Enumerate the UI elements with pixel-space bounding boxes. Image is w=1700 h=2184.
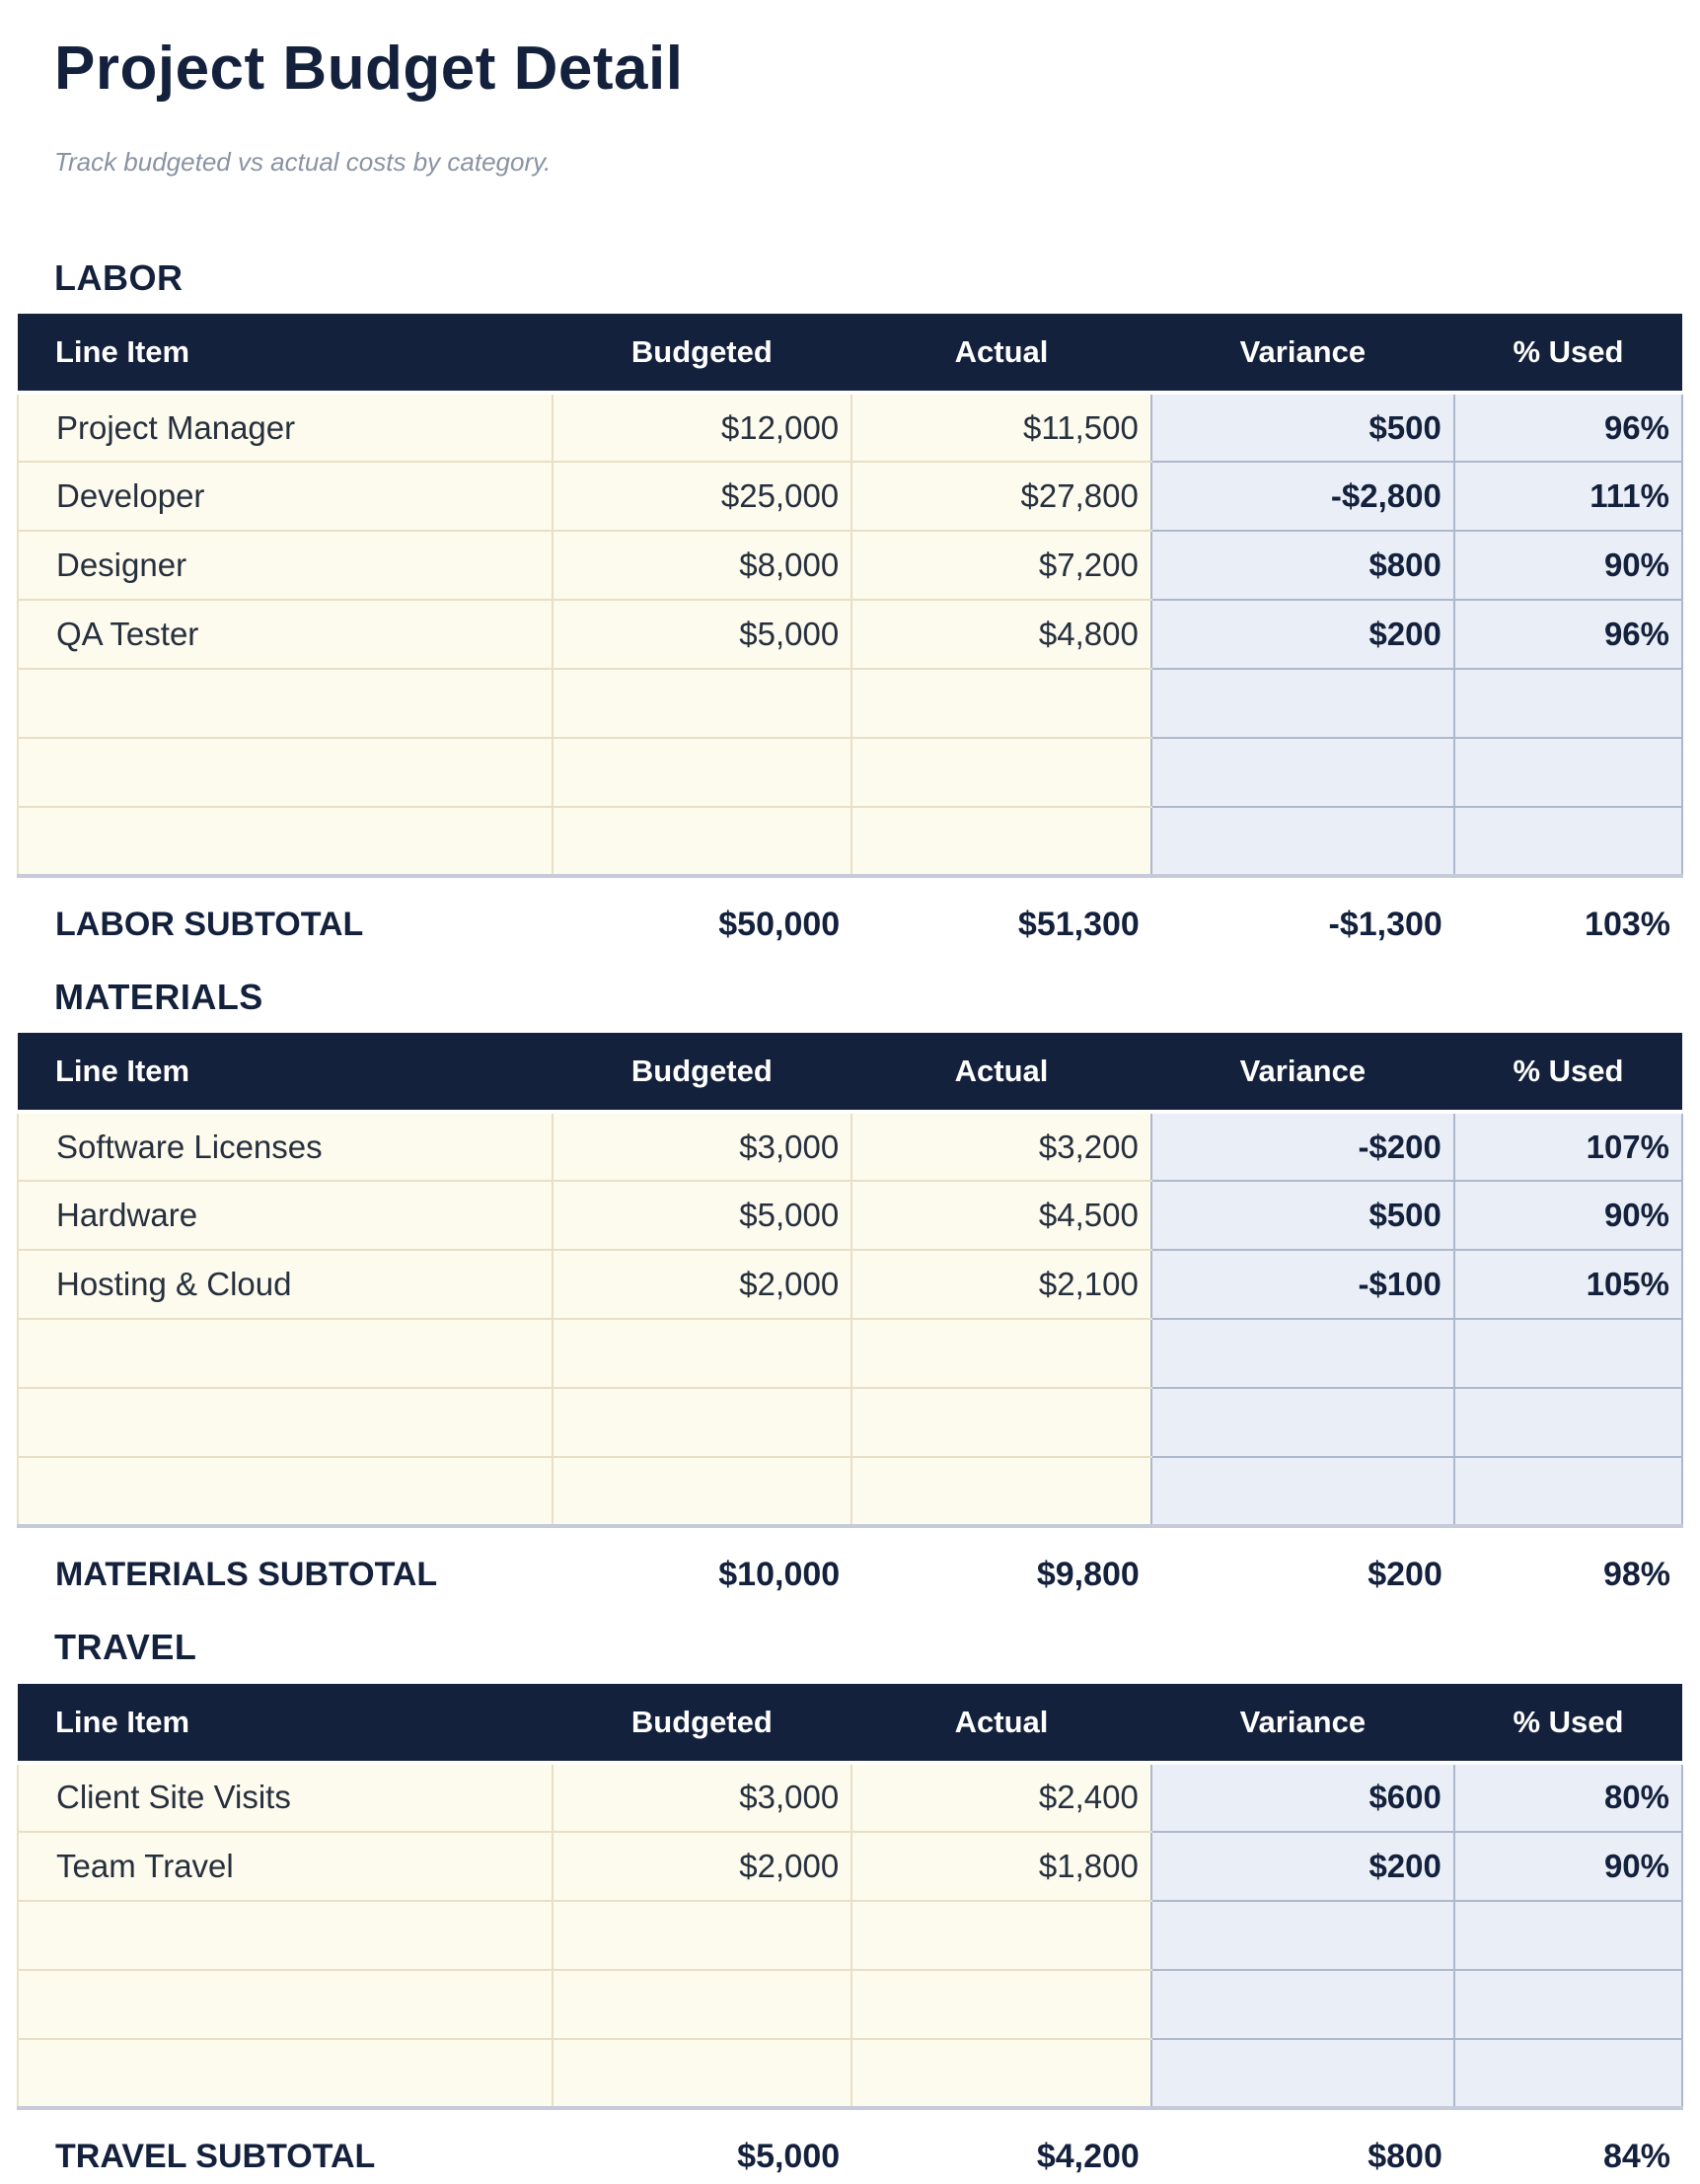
empty-cell [1454,1319,1682,1388]
subtotal-label: TRAVEL SUBTOTAL [18,2108,553,2184]
doc-header [17,36,1683,178]
subtotal-used: 103% [1454,876,1682,952]
cell-line-item: Hosting & Cloud [18,1250,553,1319]
column-header-line-item: Line Item [18,314,553,393]
subtotal-actual: $51,300 [851,876,1151,952]
empty-cell [1454,2039,1682,2108]
cell-variance: -$100 [1151,1250,1454,1319]
empty-cell [18,1457,553,1526]
empty-row [18,1970,1682,2039]
cell-actual: $4,500 [851,1181,1151,1250]
cell-actual: $7,200 [851,531,1151,600]
cell-budgeted: $5,000 [553,600,852,669]
subtotal-label: MATERIALS SUBTOTAL [18,1526,553,1602]
header-row [18,1684,1682,1763]
empty-cell [1151,669,1454,738]
empty-cell [1151,1970,1454,2039]
empty-cell [553,738,852,807]
empty-row [18,1901,1682,1970]
page-subtitle: Track budgeted vs actual costs by category. [54,147,552,178]
cell-used: 90% [1454,531,1682,600]
empty-row [18,1388,1682,1457]
subtotal-budgeted: $10,000 [553,1526,852,1602]
column-header-actual: Actual [851,314,1151,393]
empty-cell [1454,738,1682,807]
cell-budgeted: $2,000 [553,1250,852,1319]
cell-line-item: Developer [18,462,553,531]
subtotal-row [18,2108,1682,2184]
empty-cell [553,669,852,738]
empty-cell [851,1457,1151,1526]
cell-budgeted: $8,000 [553,531,852,600]
cell-variance: -$200 [1151,1112,1454,1181]
section-label-travel: TRAVEL [54,1627,197,1668]
empty-cell [851,738,1151,807]
budget-table-materials [17,1033,1683,1602]
empty-cell [1454,807,1682,876]
cell-actual: $3,200 [851,1112,1151,1181]
empty-cell [851,1319,1151,1388]
section-labor [17,256,1683,952]
empty-cell [1151,1319,1454,1388]
cell-budgeted: $2,000 [553,1832,852,1901]
table-row [18,600,1682,669]
column-header-line-item: Line Item [18,1684,553,1763]
cell-line-item: Designer [18,531,553,600]
section-materials [17,976,1683,1602]
subtotal-row [18,876,1682,952]
section-label-materials: MATERIALS [54,977,263,1018]
empty-cell [553,2039,852,2108]
cell-line-item: Project Manager [18,393,553,462]
header-row [18,314,1682,393]
cell-variance: -$2,800 [1151,462,1454,531]
cell-used: 90% [1454,1832,1682,1901]
cell-budgeted: $5,000 [553,1181,852,1250]
budget-table-travel [17,1684,1683,2184]
subtotal-row [18,1526,1682,1602]
cell-used: 80% [1454,1763,1682,1832]
cell-actual: $27,800 [851,462,1151,531]
empty-cell [851,1970,1151,2039]
column-header-variance: Variance [1151,1033,1454,1112]
cell-budgeted: $25,000 [553,462,852,531]
cell-used: 111% [1454,462,1682,531]
table-row [18,1112,1682,1181]
budget-table-labor [17,314,1683,952]
table-row [18,531,1682,600]
subtotal-actual: $4,200 [851,2108,1151,2184]
empty-cell [18,1970,553,2039]
section-label-labor: LABOR [54,257,184,299]
subtotal-budgeted: $5,000 [553,2108,852,2184]
cell-actual: $2,100 [851,1250,1151,1319]
subtotal-variance: $800 [1151,2108,1454,2184]
page-title: Project Budget Detail [54,35,684,103]
cell-actual: $11,500 [851,393,1151,462]
cell-used: 96% [1454,600,1682,669]
empty-cell [851,1901,1151,1970]
empty-row [18,1319,1682,1388]
empty-cell [553,807,852,876]
empty-row [18,1457,1682,1526]
empty-cell [18,2039,553,2108]
empty-cell [1454,669,1682,738]
column-header-used: % Used [1454,1033,1682,1112]
empty-cell [1454,1901,1682,1970]
cell-actual: $4,800 [851,600,1151,669]
table-row [18,1763,1682,1832]
subtotal-used: 84% [1454,2108,1682,2184]
empty-cell [851,2039,1151,2108]
cell-line-item: Client Site Visits [18,1763,553,1832]
column-header-budgeted: Budgeted [553,1033,852,1112]
cell-line-item: QA Tester [18,600,553,669]
cell-line-item: Software Licenses [18,1112,553,1181]
table-row [18,1832,1682,1901]
subtotal-variance: -$1,300 [1151,876,1454,952]
cell-used: 105% [1454,1250,1682,1319]
empty-cell [1151,1388,1454,1457]
empty-cell [851,807,1151,876]
empty-cell [1454,1970,1682,2039]
cell-used: 96% [1454,393,1682,462]
empty-cell [18,738,553,807]
empty-cell [553,1901,852,1970]
cell-variance: $500 [1151,393,1454,462]
empty-cell [1454,1457,1682,1526]
subtotal-budgeted: $50,000 [553,876,852,952]
cell-variance: $200 [1151,600,1454,669]
empty-cell [553,1388,852,1457]
column-header-variance: Variance [1151,1684,1454,1763]
empty-row [18,669,1682,738]
empty-cell [1151,2039,1454,2108]
cell-used: 90% [1454,1181,1682,1250]
table-row [18,1250,1682,1319]
empty-row [18,2039,1682,2108]
empty-cell [18,1319,553,1388]
subtotal-variance: $200 [1151,1526,1454,1602]
cell-actual: $1,800 [851,1832,1151,1901]
subtotal-label: LABOR SUBTOTAL [18,876,553,952]
column-header-variance: Variance [1151,314,1454,393]
column-header-budgeted: Budgeted [553,314,852,393]
column-header-used: % Used [1454,1684,1682,1763]
empty-cell [851,669,1151,738]
empty-cell [1454,1388,1682,1457]
cell-line-item: Team Travel [18,1832,553,1901]
empty-cell [18,669,553,738]
empty-cell [18,807,553,876]
cell-line-item: Hardware [18,1181,553,1250]
empty-cell [553,1457,852,1526]
empty-row [18,807,1682,876]
header-row [18,1033,1682,1112]
empty-cell [1151,807,1454,876]
cell-variance: $600 [1151,1763,1454,1832]
subtotal-used: 98% [1454,1526,1682,1602]
cell-variance: $200 [1151,1832,1454,1901]
cell-budgeted: $3,000 [553,1112,852,1181]
cell-variance: $800 [1151,531,1454,600]
column-header-actual: Actual [851,1684,1151,1763]
cell-used: 107% [1454,1112,1682,1181]
column-header-line-item: Line Item [18,1033,553,1112]
empty-cell [1151,1457,1454,1526]
cell-actual: $2,400 [851,1763,1151,1832]
column-header-budgeted: Budgeted [553,1684,852,1763]
column-header-used: % Used [1454,314,1682,393]
empty-cell [1151,1901,1454,1970]
empty-cell [18,1388,553,1457]
section-travel [17,1626,1683,2183]
cell-variance: $500 [1151,1181,1454,1250]
empty-cell [1151,738,1454,807]
table-row [18,1181,1682,1250]
cell-budgeted: $3,000 [553,1763,852,1832]
table-row [18,462,1682,531]
empty-cell [18,1901,553,1970]
cell-budgeted: $12,000 [553,393,852,462]
empty-cell [851,1388,1151,1457]
empty-cell [553,1319,852,1388]
empty-cell [553,1970,852,2039]
empty-row [18,738,1682,807]
table-row [18,393,1682,462]
column-header-actual: Actual [851,1033,1151,1112]
subtotal-actual: $9,800 [851,1526,1151,1602]
